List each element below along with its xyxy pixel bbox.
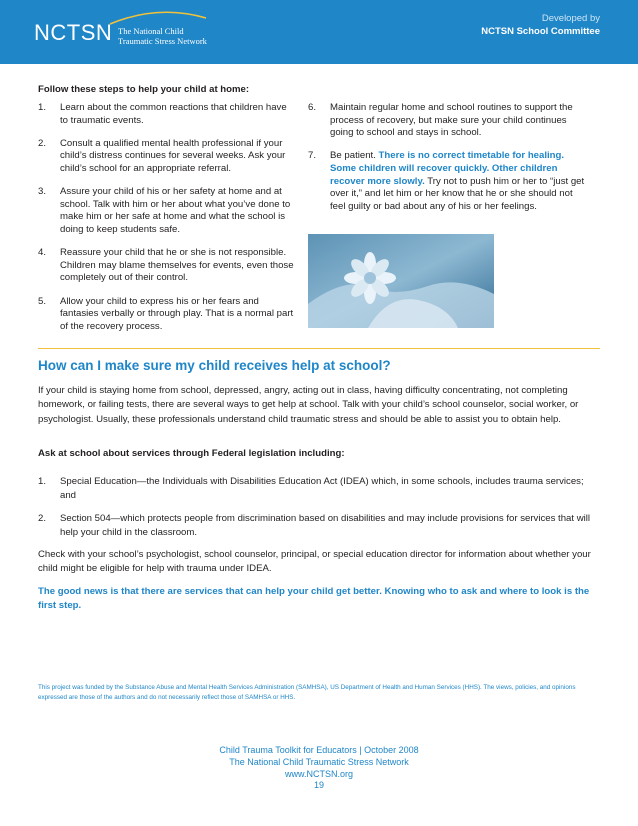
item-text: Section 504—which protects people from discrimination based on disabilities and may include provisions for services that will help your child in the classroom. [60,512,591,539]
good-news-paragraph: The good news is that there are services that can help your child get better. Knowing who to ask and where to look is the first step. [38,586,590,612]
item-text: Learn about the common reactions that children have to traumatic events. [60,102,287,126]
photo-illustration [308,234,494,328]
logo-wordmark: NCTSN [34,20,113,45]
logo-subtitle-line1: The National Child [118,26,184,36]
nctsn-logo [34,10,224,54]
logo-arc-icon [108,10,208,26]
developed-by-label: Developed by [541,13,600,24]
item-text-rest: Try not to push him or her to “just get over it,” and let him or her know that he or she should not feel guilty or bad about any of his or her feelings. [330,175,585,212]
item-number: 5. [38,295,47,307]
developed-by [481,12,600,38]
item-number: 6. [308,102,317,113]
item-text: Assure your child of his or her safety at home and at school. Talk with him or her about what you’ve done to make him or her safe at home and what the school is doing to keep students safe. [60,186,291,235]
footer-org: The National Child Traumatic Stress Network [229,756,409,767]
item-text-lead: Be patient. [330,150,379,162]
logo-subtitle [118,26,207,46]
list-item [38,138,294,176]
logo-subtitle-line2: Traumatic Stress Network [118,36,207,46]
item-text: Allow your child to express his or her fears and fantasies verbally or through play. That is a normal part of the recovery process. [60,295,294,332]
section-heading: How can I make sure my child receives help at school? [38,358,391,373]
footer-title: Child Trauma Toolkit for Educators | October 2008 [219,745,419,755]
item-number: 2. [38,512,47,524]
funding-disclaimer: This project was funded by the Substance Abuse and Mental Health Services Administration (SAMHSA), US Department of Health and Human Services (HHS). The views, policies, and opinions expressed are those of the authors and do not necessarily reflect those of SAMHSA or HHS. [38,684,576,701]
list-item [38,247,294,285]
item-text-highlight: There is no correct timetable for healing. Some children will recover quickly. Other children recover more slowly. [330,150,565,187]
item-number: 7. [308,150,317,162]
item-text: Maintain regular home and school routines to support the process of recovery, but make sure your child continues going to school and stays in school. [330,102,573,139]
section-divider [38,348,600,349]
legislation-lead: Ask at school about services through Federal legislation including: [38,448,345,459]
list-item [38,102,294,127]
intro-paragraph: If your child is staying home from school, depressed, angry, acting out in class, having difficulty concentrating, not completing homework, or failing tests, there are several ways to get help at school. Talk with your child’s school counselor, social worker, or psychologist. Usually, these professionals understand child traumatic stress and should be able to assist you to obtain help. [38,385,579,425]
list-item [38,296,294,334]
page-header [0,0,638,64]
item-number: 1. [38,476,47,487]
item-text: Consult a qualified mental health professional if your child’s distress continues for several weeks. Ask your child’s school for an appropriate referral. [60,137,286,174]
check-paragraph: Check with your school’s psychologist, school counselor, principal, or special education director for information about whether your child might be eligible for help with trauma under IDEA. [38,549,591,575]
steps-list-left [38,102,294,344]
committee-name: NCTSN School Committee [481,26,600,37]
legislation-list [38,475,600,549]
item-number: 3. [38,186,47,198]
list-item [38,512,600,541]
hands-flower-photo [308,234,494,328]
list-item [308,150,588,213]
list-item [38,186,294,236]
item-number: 1. [38,102,47,113]
page-footer [0,745,638,792]
page-number: 19 [313,780,324,791]
footer-url: www.NCTSN.org [284,768,353,779]
item-number: 4. [38,247,47,259]
list-item [38,475,600,504]
item-text: Special Education—the Individuals with Disabilities Education Act (IDEA) which, in some schools, includes trauma services; and [60,476,584,502]
list-item [308,102,588,140]
steps-list-right [308,102,588,224]
item-number: 2. [38,137,47,149]
steps-intro: Follow these steps to help your child at home: [38,84,250,95]
item-text: Reassure your child that he or she is not responsible. Children may blame themselves for events, even those completely out of their control. [60,247,294,284]
